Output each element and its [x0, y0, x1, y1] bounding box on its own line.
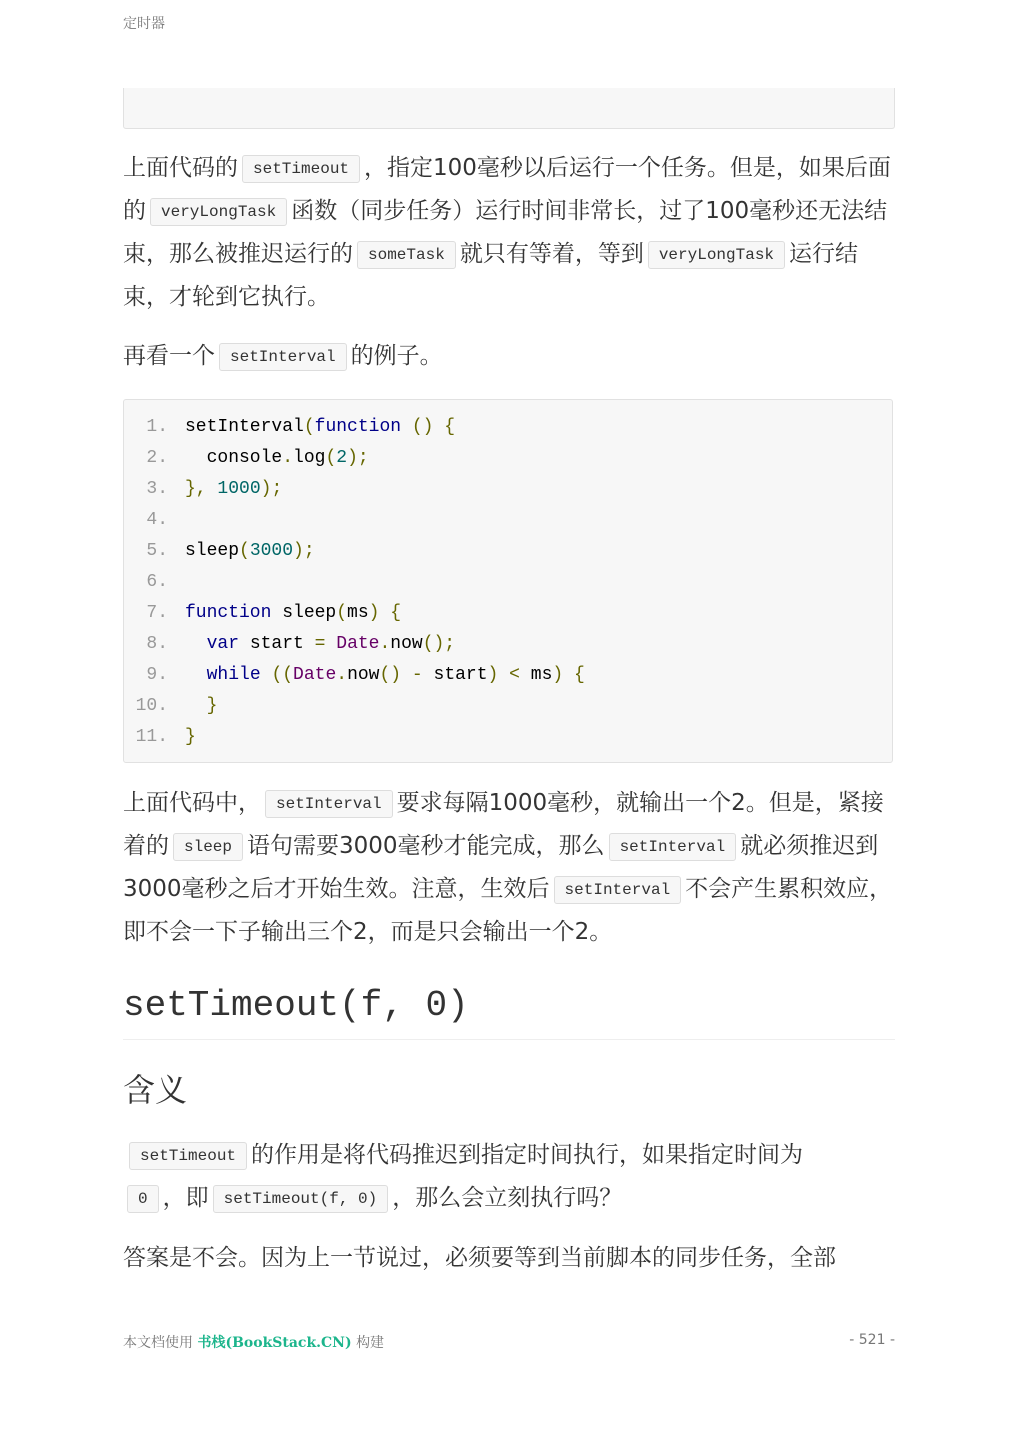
line-number: 10.	[135, 696, 168, 716]
paragraph-2-text: 的例子。	[350, 343, 443, 369]
code-text: setInterval(function () {	[185, 417, 456, 437]
line-number: 2.	[146, 448, 168, 468]
subheading: 含义	[123, 1071, 188, 1109]
footer-credit	[123, 1332, 384, 1352]
footer-suffix: 构建	[356, 1335, 385, 1351]
paragraph-4-text: 的作用是将代码推迟到指定时间执行，如果指定时间为	[251, 1142, 804, 1168]
paragraph-1-text: ，指定100毫秒以后运行一个任务。但是，如果后面的	[123, 155, 891, 224]
code-block	[123, 399, 893, 763]
line-number: 8.	[146, 634, 168, 654]
line-number: 1.	[146, 417, 168, 437]
paragraph-3	[123, 782, 895, 953]
paragraph-4-text: ，即	[162, 1185, 209, 1211]
inline-code: setInterval	[265, 790, 393, 818]
inline-code: setTimeout	[242, 155, 360, 183]
line-number: 3.	[146, 479, 168, 499]
code-text: }	[185, 727, 196, 747]
inline-code: veryLongTask	[150, 198, 287, 226]
inline-code: setTimeout(f, 0)	[213, 1185, 389, 1213]
paragraph-1-text: 上面代码的	[123, 155, 238, 181]
line-number: 7.	[146, 603, 168, 623]
code-text: }, 1000);	[185, 479, 283, 499]
line-number: 5.	[146, 541, 168, 561]
line-number: 9.	[146, 665, 168, 685]
paragraph-1	[123, 147, 895, 318]
inline-code: sleep	[173, 833, 243, 861]
paragraph-5: 答案是不会。因为上一节说过，必须要等到当前脚本的同步任务，全部	[123, 1245, 836, 1271]
inline-code: setInterval	[219, 343, 347, 371]
code-text: }	[206, 696, 218, 716]
paragraph-1-text: 函数（同步任务）运行时间非常长，过了100毫秒还无法结束，那么被推迟运行的	[123, 198, 888, 267]
paragraph-2	[123, 335, 895, 378]
footer-brand-link[interactable]: 书栈(BookStack.CN)	[197, 1335, 352, 1351]
paragraph-4-text: ，那么会立刻执行吗？	[392, 1185, 623, 1211]
line-number: 11.	[135, 727, 168, 747]
inline-code: setInterval	[609, 833, 737, 861]
paragraph-3-text: 上面代码中，	[123, 790, 261, 816]
paragraph-3-text: 不会产生累积效应，即不会一下子输出三个2，而是只会输出一个2。	[123, 876, 893, 945]
previous-code-block-end	[123, 88, 895, 129]
code-text: sleep(3000);	[185, 541, 315, 561]
paragraph-3-text: 要求每隔1000毫秒，就输出一个2。但是，紧接着的	[123, 790, 884, 859]
inline-code: veryLongTask	[648, 241, 785, 269]
paragraph-3-text: 就必须推迟到3000毫秒之后才开始生效。注意，生效后	[123, 833, 879, 902]
paragraph-1-text: 运行结束，才轮到它执行。	[123, 241, 859, 310]
section-heading: setTimeout(f, 0)	[123, 984, 895, 1040]
inline-code: setInterval	[554, 876, 682, 904]
code-text: var start = Date.now();	[206, 634, 456, 654]
inline-code: 0	[127, 1185, 159, 1213]
code-text: function sleep(ms) {	[185, 603, 402, 623]
line-number: 4.	[146, 510, 168, 530]
paragraph-1-text: 就只有等着，等到	[459, 241, 644, 267]
line-number: 6.	[146, 572, 168, 592]
paragraph-2-text: 再看一个	[123, 343, 215, 369]
code-text: console.log(2);	[185, 448, 369, 468]
paragraph-3-text: 语句需要3000毫秒才能完成，那么	[247, 833, 605, 859]
running-header-title: 定时器	[123, 16, 165, 32]
page-number: - 521 -	[849, 1332, 895, 1348]
inline-code: someTask	[357, 241, 456, 269]
code-text: while ((Date.now() - start) < ms) {	[206, 665, 585, 685]
paragraph-4	[123, 1134, 843, 1220]
footer-prefix: 本文档使用	[123, 1335, 193, 1351]
inline-code: setTimeout	[129, 1142, 247, 1170]
